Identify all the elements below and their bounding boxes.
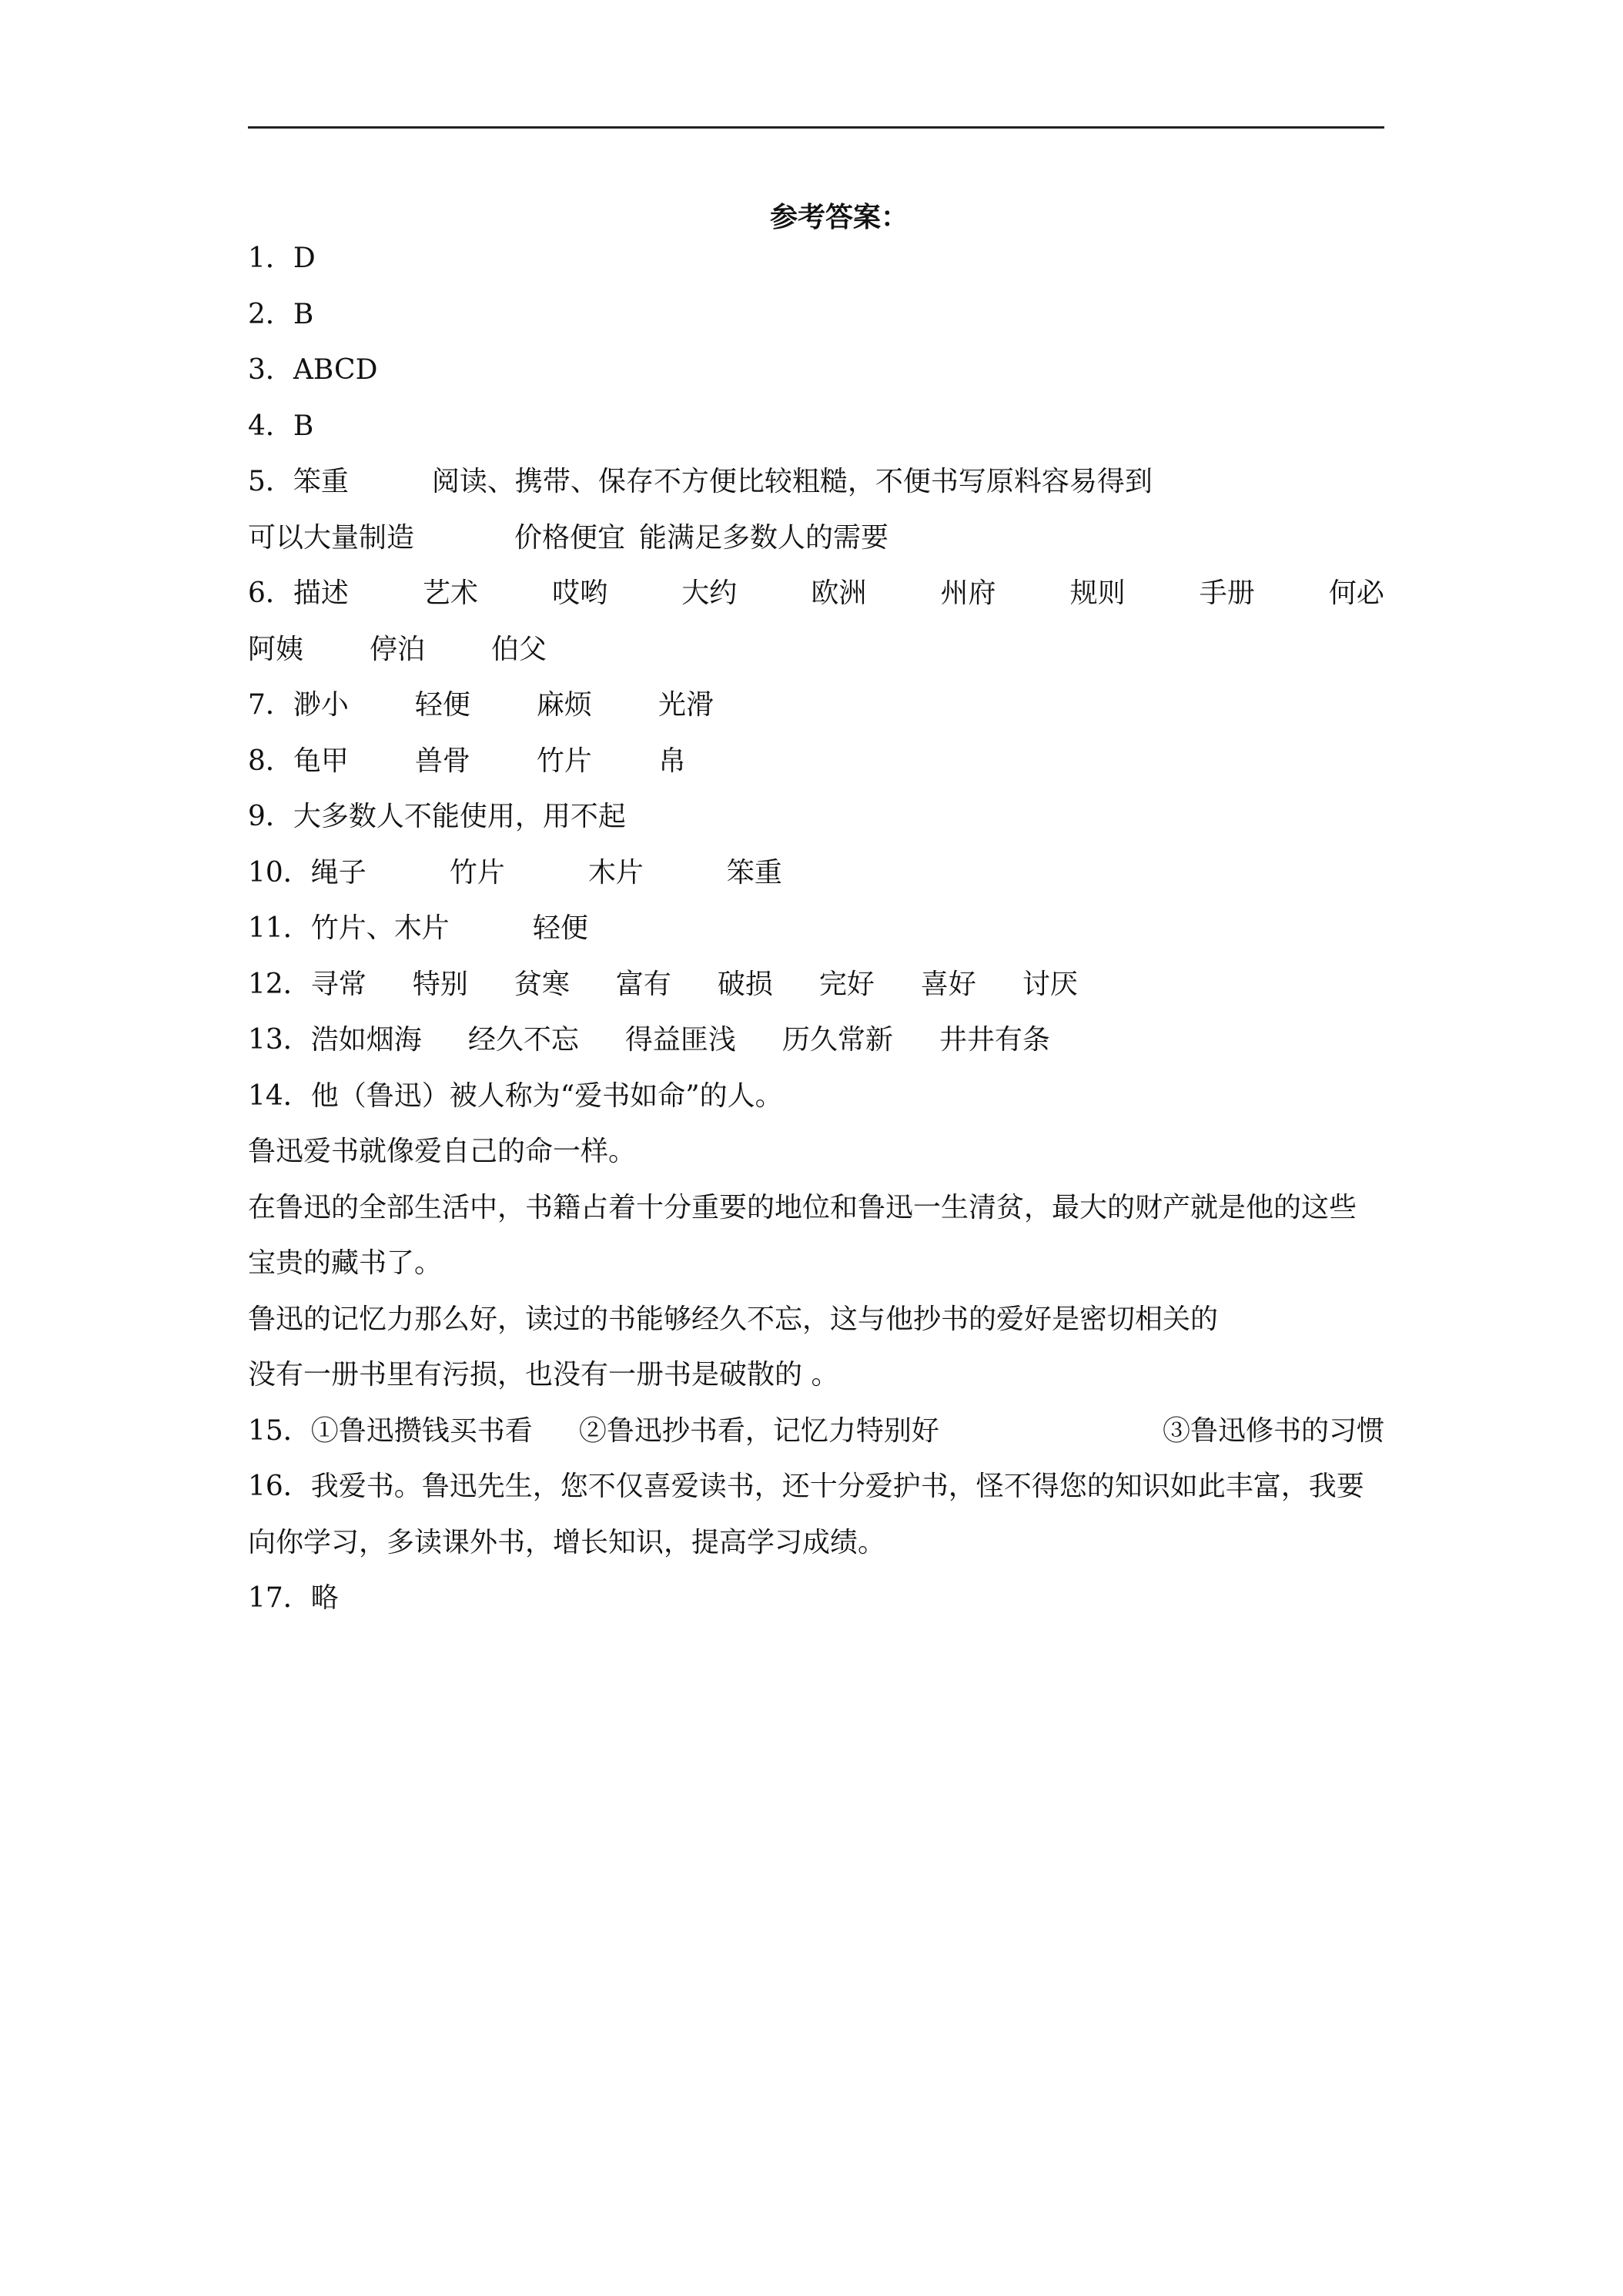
answer-5-part-2: 阅读、携带、保存不方便比较粗糙，不便书写原料容易得到 <box>431 466 1153 497</box>
answer-17: 17．略 <box>248 1582 339 1614</box>
answer-7-word-2: 轻便 <box>414 689 470 721</box>
answer-13-word-1: 13．浩如烟海 <box>248 1024 422 1056</box>
answer-4: 4．B <box>248 410 314 442</box>
answer-12 <box>248 957 1384 1013</box>
answer-9: 9．大多数人不能使用，用不起 <box>248 801 626 832</box>
answer-6-word-1: 6．描述 <box>248 577 349 609</box>
answer-7-word-3: 麻烦 <box>536 689 592 721</box>
answer-6-word-8: 手册 <box>1199 577 1255 609</box>
answer-6-word-3: 哎哟 <box>552 577 608 609</box>
answer-6b-word-3: 伯父 <box>491 633 547 665</box>
answer-12-word-8: 讨厌 <box>1022 968 1078 1000</box>
answer-6-word-2: 艺术 <box>423 577 479 609</box>
answer-6-word-6: 州府 <box>940 577 996 609</box>
answer-6-word-4: 大约 <box>681 577 738 609</box>
answer-2: 2．B <box>248 298 314 330</box>
answer-6-word-9: 何必 <box>1328 577 1384 609</box>
answer-14-line-3: 在鲁迅的全部生活中，书籍占着十分重要的地位和鲁迅一生清贫，最大的财产就是他的这些 <box>248 1191 1357 1223</box>
answer-5b-part-1: 可以大量制造 <box>248 521 415 554</box>
answer-7-word-4: 光滑 <box>658 689 714 721</box>
answer-5 <box>248 454 1384 510</box>
answer-5-continued <box>248 510 1384 567</box>
answer-1: 1．D <box>248 243 316 274</box>
answer-10-word-2: 竹片 <box>449 856 505 889</box>
answer-16: 16．我爱书。鲁迅先生，您不仅喜爱读书，还十分爱护书，怪不得您的知识如此丰富，我要 <box>248 1471 1364 1502</box>
answer-5b-part-3: 能满足多数人的需要 <box>639 521 889 554</box>
answer-11-word-1: 11．竹片、木片 <box>248 912 450 944</box>
answer-8-word-3: 竹片 <box>536 745 592 777</box>
answer-3: 3．ABCD <box>248 354 378 386</box>
header-rule <box>248 126 1384 129</box>
answer-15-part-1: 15．①鲁迅攒钱买书看 <box>248 1414 533 1447</box>
answer-16-line-2: 向你学习，多读课外书，增长知识，提高学习成绩。 <box>248 1526 886 1558</box>
answer-12-word-2: 特别 <box>412 968 468 1000</box>
answer-5b-part-2: 价格便宜 <box>514 521 626 554</box>
answer-10-word-4: 笨重 <box>726 856 782 889</box>
answer-7-word-1: 7．渺小 <box>248 689 349 721</box>
answer-6b-word-2: 停泊 <box>370 633 426 665</box>
answer-14-line-2: 鲁迅爱书就像爱自己的命一样。 <box>248 1136 637 1167</box>
answer-14-line-5: 鲁迅的记忆力那么好，读过的书能够经久不忘，这与他抄书的爱好是密切相关的 <box>248 1303 1219 1335</box>
answer-12-word-1: 12．寻常 <box>248 968 366 1000</box>
answer-8-word-4: 帛 <box>658 745 686 777</box>
answer-13-word-3: 得益匪浅 <box>624 1024 736 1056</box>
answer-6-word-5: 欧洲 <box>811 577 867 609</box>
answer-6-word-7: 规则 <box>1069 577 1126 609</box>
answer-10 <box>248 845 1384 902</box>
answer-list <box>248 231 1384 1627</box>
answer-10-word-1: 10．绳子 <box>248 856 366 889</box>
answer-13 <box>248 1012 1384 1069</box>
page-title: 参考答案： <box>769 201 909 233</box>
answer-7 <box>248 678 1384 734</box>
answer-15-part-2: ②鲁迅抄书看，记忆力特别好 <box>578 1414 939 1447</box>
answer-6-continued <box>248 622 1384 678</box>
answer-15-part-3: ③鲁迅修书的习惯 <box>1162 1414 1384 1447</box>
answer-14-line-6: 没有一册书里有污损，也没有一册书是破散的 。 <box>248 1359 839 1391</box>
answer-12-word-5: 破损 <box>717 968 773 1000</box>
answer-12-word-3: 贫寒 <box>514 968 570 1000</box>
answer-13-word-4: 历久常新 <box>781 1024 893 1056</box>
answer-10-word-3: 木片 <box>587 856 644 889</box>
answer-11 <box>248 901 1384 957</box>
answer-8-word-1: 8．龟甲 <box>248 745 349 777</box>
answer-8-word-2: 兽骨 <box>414 745 470 777</box>
answer-11-word-2: 轻便 <box>532 912 588 944</box>
answer-12-word-4: 富有 <box>615 968 671 1000</box>
answer-13-word-5: 井井有条 <box>939 1024 1050 1056</box>
answer-8 <box>248 734 1384 790</box>
answer-6 <box>248 566 1384 622</box>
answer-12-word-6: 完好 <box>818 968 875 1000</box>
answer-12-word-7: 喜好 <box>920 968 976 1000</box>
answer-15 <box>248 1404 1384 1460</box>
answer-14-line-4: 宝贵的藏书了。 <box>248 1247 443 1279</box>
answer-13-word-2: 经久不忘 <box>467 1024 579 1056</box>
answer-5-part-1: 5．笨重 <box>248 466 349 497</box>
answer-6b-word-1: 阿姨 <box>248 633 304 665</box>
answer-14: 14．他（鲁迅）被人称为“爱书如命”的人。 <box>248 1079 783 1112</box>
